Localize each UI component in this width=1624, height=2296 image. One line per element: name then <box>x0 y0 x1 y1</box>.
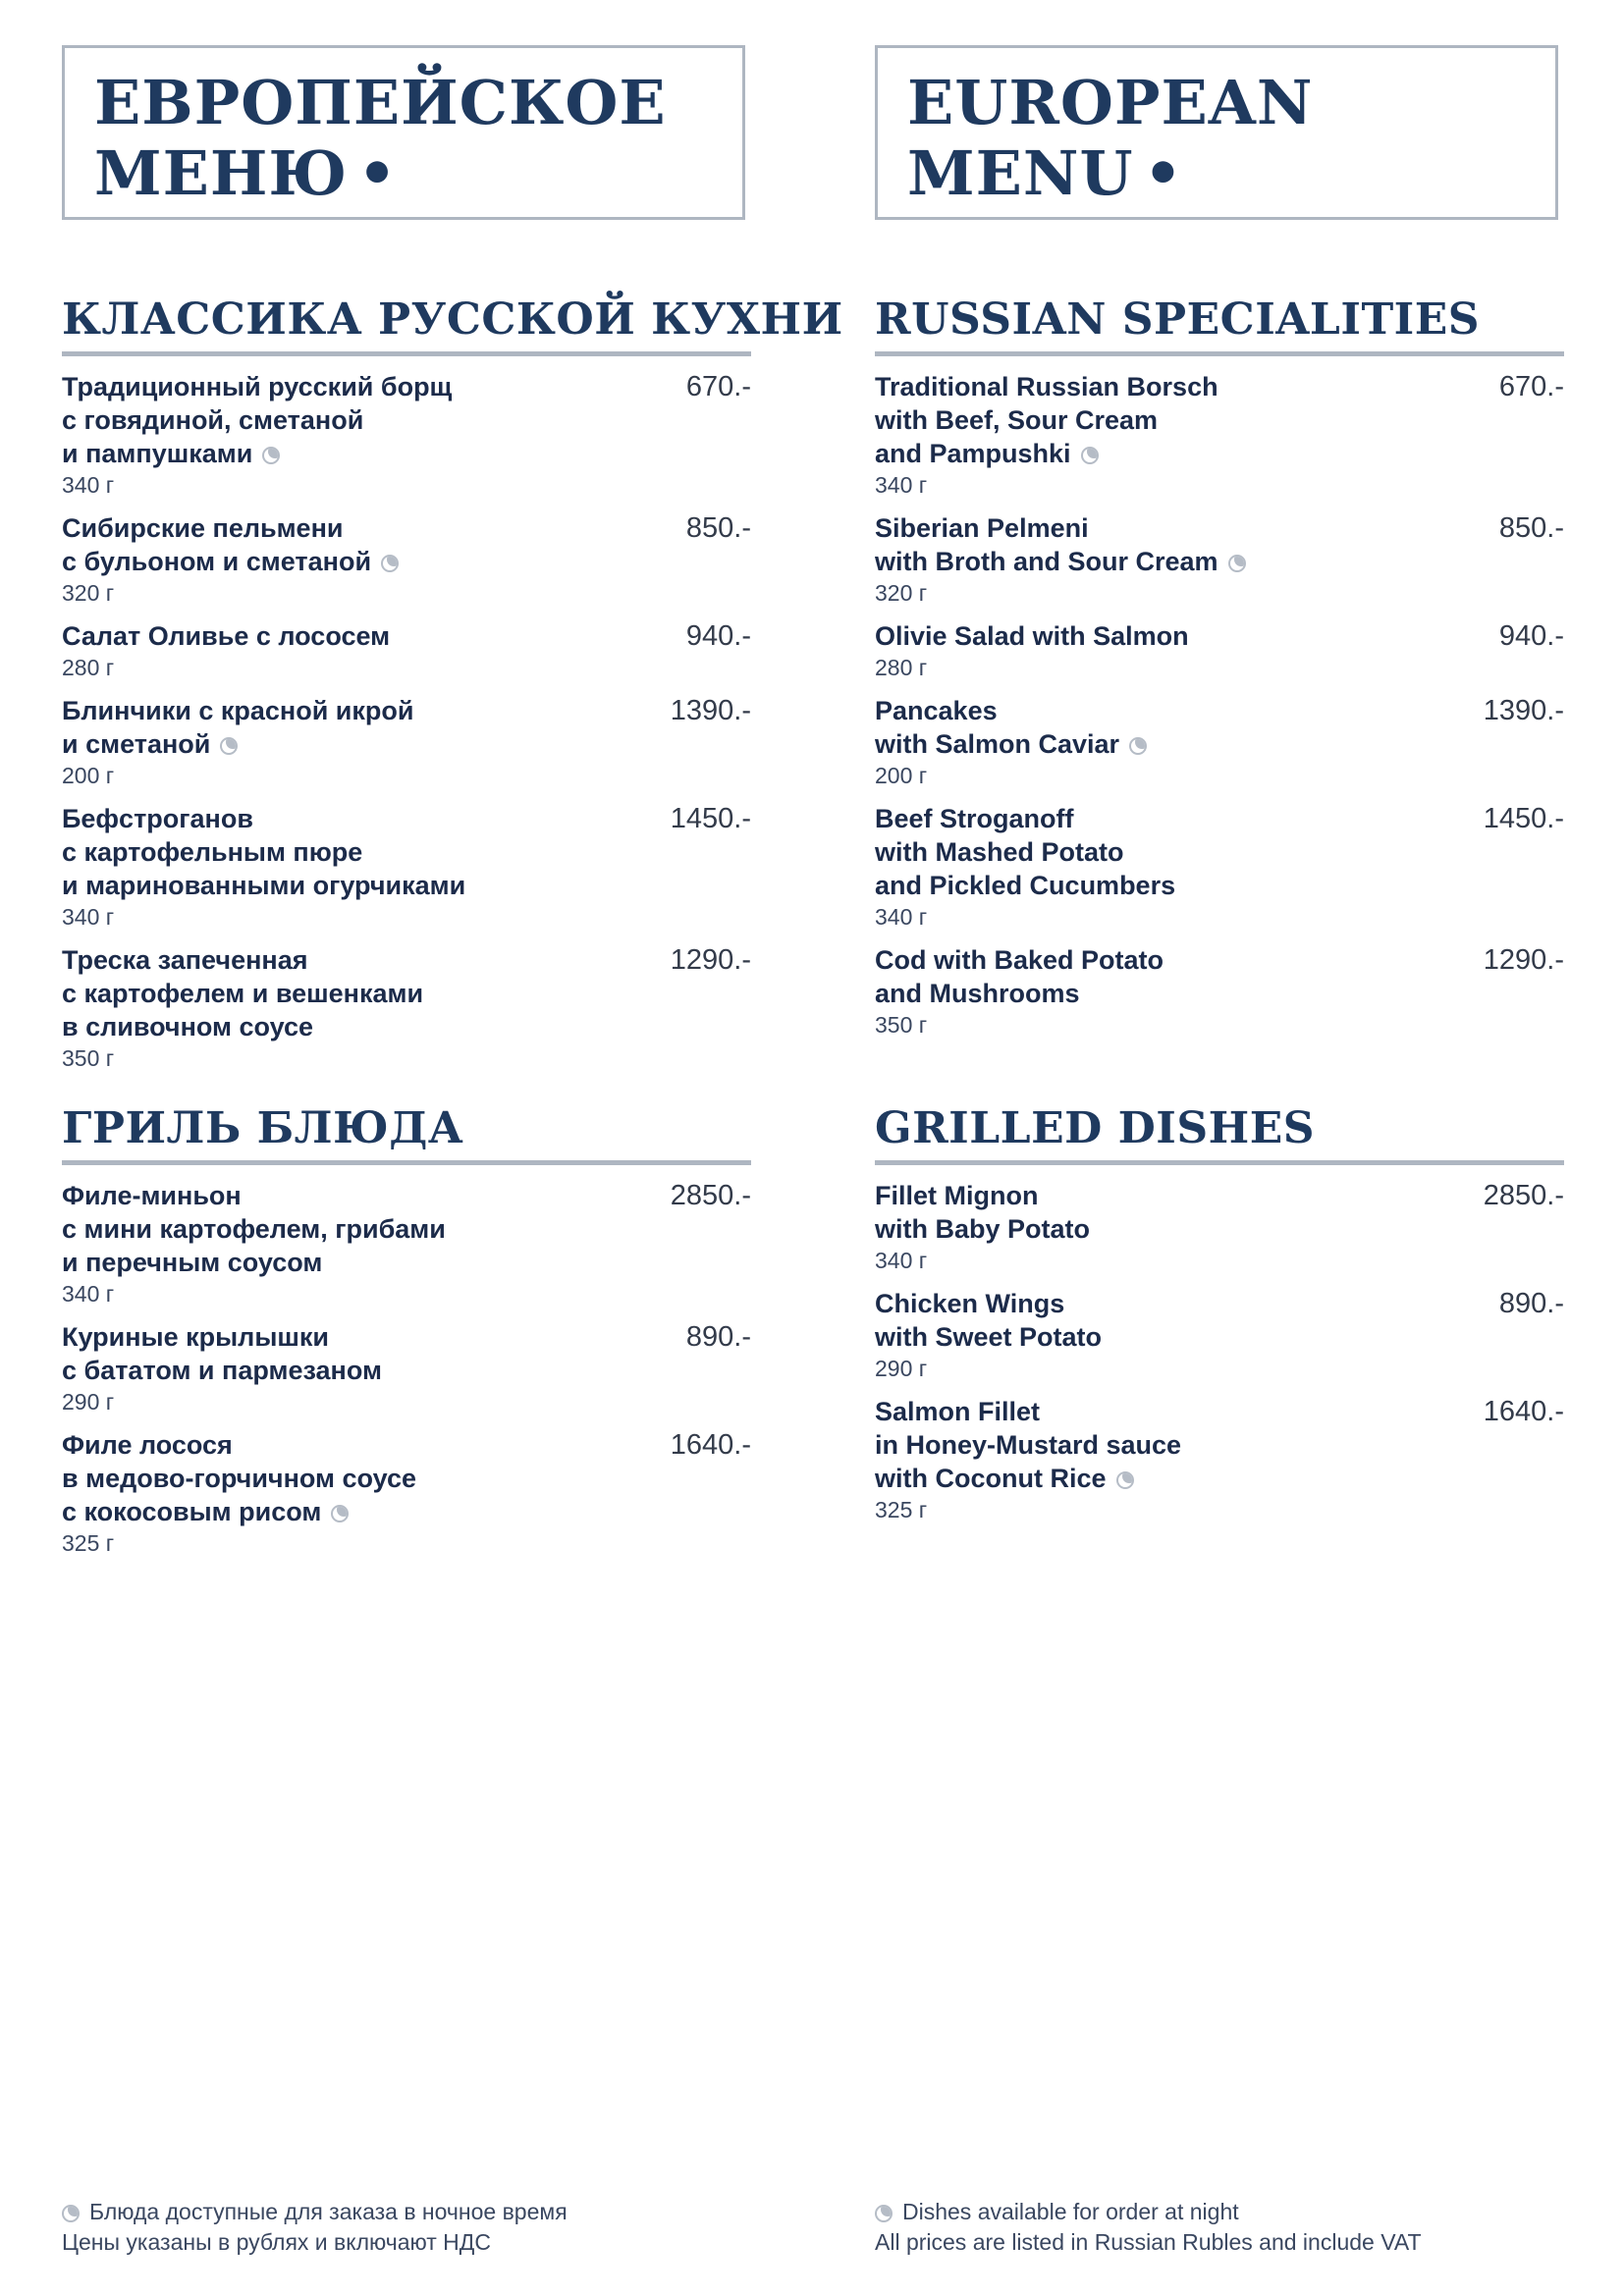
title-bullet: • <box>357 137 398 209</box>
menu-item-name-text: с говядиной, сметаной <box>62 405 364 435</box>
menu-item-name-text: Chicken Wings <box>875 1289 1065 1318</box>
menu-item-name-text: Блинчики с красной икрой <box>62 696 414 725</box>
menu-item-name-text: and Pampushki <box>875 439 1071 468</box>
menu-item-weight: 340 г <box>875 1248 928 1273</box>
menu-item <box>875 802 1564 933</box>
menu-item-price: 1290.- <box>1483 944 1564 976</box>
menu-title-line2: MENU <box>907 137 1134 209</box>
menu-item-price: 850.- <box>1498 512 1564 544</box>
menu-item <box>62 619 751 683</box>
menu-item-price: 670.- <box>685 371 751 402</box>
menu-item-name-text: with Sweet Potato <box>875 1322 1103 1352</box>
menu-item-name-text: Siberian Pelmeni <box>875 513 1089 543</box>
menu-item-price: 1390.- <box>1483 695 1564 726</box>
menu-item-name <box>875 694 1454 761</box>
menu-item-list <box>875 1179 1564 1525</box>
menu-item-price: 2850.- <box>1483 1180 1564 1211</box>
menu-item-name-text: Pancakes <box>875 696 998 725</box>
menu-item-name-text: Cod with Baked Potato <box>875 945 1164 975</box>
menu-item-name-text: with Broth and Sour Cream <box>875 547 1218 576</box>
menu-item-weight: 350 г <box>62 1045 115 1071</box>
footer-night-note: Блюда доступные для заказа в ночное время <box>89 2199 568 2224</box>
menu-item-name-line <box>62 1462 641 1495</box>
menu-item <box>875 619 1564 683</box>
menu-item-name-line <box>875 835 1454 869</box>
menu-item-weight: 320 г <box>875 580 928 606</box>
menu-item-name-line <box>875 370 1454 403</box>
menu-item-name-line <box>62 1495 641 1528</box>
menu-item-name-line <box>875 619 1454 653</box>
menu-item-name-line <box>875 1428 1454 1462</box>
menu-item-price: 1290.- <box>670 944 751 976</box>
moon-icon <box>62 2205 80 2222</box>
menu-item-weight: 290 г <box>875 1356 928 1381</box>
menu-item-name-line <box>875 1212 1454 1246</box>
menu-item-name <box>62 511 641 578</box>
menu-item <box>62 694 751 791</box>
menu-item-weight: 340 г <box>875 904 928 930</box>
menu-item-price: 940.- <box>685 620 751 652</box>
menu-item-name-line <box>62 1212 641 1246</box>
menu-item-name-line <box>62 619 641 653</box>
menu-item-list <box>62 370 751 1074</box>
menu-item-name-line <box>62 370 641 403</box>
menu-item-price: 1450.- <box>1483 803 1564 834</box>
menu-item-price: 1450.- <box>670 803 751 834</box>
menu-item <box>62 1179 751 1309</box>
footer-price-note: All prices are listed in Russian Rubles and include VAT <box>875 2229 1422 2255</box>
menu-item-name-text: with Baby Potato <box>875 1214 1091 1244</box>
title-bullet: • <box>1143 137 1184 209</box>
menu-item <box>62 802 751 933</box>
menu-item-name-line <box>62 1320 641 1354</box>
menu-item-price: 1640.- <box>670 1429 751 1461</box>
menu-item-name-text: с бульоном и сметаной <box>62 547 372 576</box>
menu-item-weight: 200 г <box>62 763 115 788</box>
menu-item <box>62 1428 751 1559</box>
moon-icon <box>1081 447 1099 464</box>
menu-item-name <box>875 370 1454 470</box>
menu-item-name <box>875 1395 1454 1495</box>
menu-item-name-text: и пампушками <box>62 439 253 468</box>
menu-footer <box>62 2197 751 2258</box>
menu-item-name-text: Fillet Mignon <box>875 1181 1039 1210</box>
menu-item-name-line <box>875 1462 1454 1495</box>
moon-icon <box>381 555 399 572</box>
menu-item-name-text: and Mushrooms <box>875 979 1080 1008</box>
section-heading: ГРИЛЬ БЛЮДА <box>62 1103 751 1165</box>
menu-item-weight: 340 г <box>62 904 115 930</box>
section-russian-classics <box>62 294 843 1085</box>
menu-item-name-text: Бефстроганов <box>62 804 253 833</box>
menu-item <box>62 1320 751 1417</box>
menu-item-name-line <box>62 1246 641 1279</box>
menu-item <box>875 1287 1564 1384</box>
menu-item <box>875 694 1564 791</box>
moon-icon <box>331 1505 349 1522</box>
menu-item-name-text: с кокосовым рисом <box>62 1497 322 1526</box>
section-grill-dishes <box>62 1103 751 1570</box>
menu-title-line1: ЕВРОПЕЙСКОЕ <box>94 67 667 138</box>
menu-item-weight: 340 г <box>875 472 928 498</box>
menu-item-weight: 350 г <box>875 1012 928 1038</box>
menu-item <box>62 370 751 501</box>
menu-item-name <box>62 1179 641 1279</box>
menu-item-name-text: с картофельным пюре <box>62 837 363 867</box>
menu-item-weight: 325 г <box>62 1530 115 1556</box>
menu-item <box>875 1179 1564 1276</box>
menu-item-name-line <box>875 869 1454 902</box>
section-russian-specialities <box>875 294 1564 1051</box>
menu-item-name <box>62 370 641 470</box>
menu-item-name-line <box>62 1179 641 1212</box>
menu-item-list <box>62 1179 751 1559</box>
menu-item-list <box>875 370 1564 1041</box>
menu-item <box>875 943 1564 1041</box>
menu-item-name-line <box>62 1010 641 1043</box>
menu-item-name-text: Olivie Salad with Salmon <box>875 621 1189 651</box>
footer-price-note: Цены указаны в рублях и включают НДС <box>62 2229 491 2255</box>
menu-item-name <box>875 1287 1454 1354</box>
menu-item-name <box>875 619 1454 653</box>
menu-item-weight: 320 г <box>62 580 115 606</box>
menu-item-name-line <box>875 977 1454 1010</box>
menu-item-name <box>62 943 641 1043</box>
menu-item-price: 890.- <box>685 1321 751 1353</box>
menu-item <box>875 370 1564 501</box>
moon-icon <box>1228 555 1246 572</box>
moon-icon <box>262 447 280 464</box>
moon-icon <box>220 737 238 755</box>
menu-item-price: 890.- <box>1498 1288 1564 1319</box>
menu-item-name-line <box>875 943 1454 977</box>
menu-item-name-line <box>62 869 641 902</box>
menu-item-name-line <box>875 1179 1454 1212</box>
menu-item-name <box>875 1179 1454 1246</box>
menu-title <box>94 68 667 209</box>
menu-item-name-text: в медово-горчичном соусе <box>62 1464 417 1493</box>
menu-item-name <box>62 1428 641 1528</box>
menu-item-name-text: Сибирские пельмени <box>62 513 344 543</box>
section-heading: GRILLED DISHES <box>875 1103 1564 1165</box>
menu-item-name <box>875 802 1454 902</box>
moon-icon <box>1129 737 1147 755</box>
menu-item-name-line <box>875 802 1454 835</box>
menu-item-name-line <box>62 1428 641 1462</box>
menu-item-name-text: with Salmon Caviar <box>875 729 1120 759</box>
menu-item-name-text: Куриные крылышки <box>62 1322 330 1352</box>
menu-item-weight: 280 г <box>875 655 928 680</box>
menu-item-name-line <box>62 511 641 545</box>
menu-title-line2: МЕНЮ <box>94 137 349 209</box>
menu-item-name-text: Филе-миньон <box>62 1181 242 1210</box>
menu-item-weight: 290 г <box>62 1389 115 1415</box>
menu-item-price: 850.- <box>685 512 751 544</box>
menu-item-name-line <box>875 1287 1454 1320</box>
menu-item-name-line <box>875 403 1454 437</box>
menu-item-name-line <box>875 727 1454 761</box>
menu-item-name <box>62 802 641 902</box>
menu-item-name <box>62 694 641 761</box>
menu-item-name <box>875 943 1454 1010</box>
menu-item-name-text: и маринованными огурчиками <box>62 871 466 900</box>
menu-item-name-text: and Pickled Cucumbers <box>875 871 1176 900</box>
menu-item-name-text: Traditional Russian Borsch <box>875 372 1218 401</box>
menu-item-price: 940.- <box>1498 620 1564 652</box>
menu-item-name-text: with Coconut Rice <box>875 1464 1107 1493</box>
menu-item-name-text: with Beef, Sour Cream <box>875 405 1159 435</box>
menu-item <box>62 943 751 1074</box>
menu-item-name-line <box>62 977 641 1010</box>
menu-item-name-text: in Honey-Mustard sauce <box>875 1430 1182 1460</box>
menu-item <box>875 511 1564 609</box>
menu-item-name-text: Салат Оливье с лососем <box>62 621 391 651</box>
menu-item-name-line <box>62 943 641 977</box>
menu-item-name-line <box>875 1395 1454 1428</box>
menu-item-name-text: с мини картофелем, грибами <box>62 1214 446 1244</box>
footer-night-note: Dishes available for order at night <box>902 2199 1239 2224</box>
menu-item-name-text: и сметаной <box>62 729 211 759</box>
menu-footer <box>875 2197 1564 2258</box>
moon-icon <box>1116 1471 1134 1489</box>
menu-item-name-line <box>62 1354 641 1387</box>
menu-item-name-line <box>875 694 1454 727</box>
menu-item-name-text: with Mashed Potato <box>875 837 1124 867</box>
menu-item-name-line <box>875 511 1454 545</box>
menu-item-price: 1390.- <box>670 695 751 726</box>
menu-title-box <box>62 45 745 220</box>
menu-item-name-text: Филе лосося <box>62 1430 233 1460</box>
moon-icon <box>875 2205 893 2222</box>
menu-item-weight: 200 г <box>875 763 928 788</box>
menu-item-name <box>62 619 641 653</box>
menu-item <box>62 511 751 609</box>
menu-title <box>907 68 1314 209</box>
menu-item-weight: 280 г <box>62 655 115 680</box>
menu-item-name-line <box>875 545 1454 578</box>
menu-item-name-line <box>62 437 641 470</box>
menu-item-name-line <box>875 1320 1454 1354</box>
menu-item-name-text: Традиционный русский борщ <box>62 372 453 401</box>
menu-item-name-text: и перечным соусом <box>62 1248 323 1277</box>
menu-title-box <box>875 45 1558 220</box>
section-heading: RUSSIAN SPECIALITIES <box>875 294 1564 356</box>
menu-item-name-text: в сливочном соусе <box>62 1012 314 1041</box>
menu-title-line1: EUROPEAN <box>907 67 1314 138</box>
menu-item-name-text: Beef Stroganoff <box>875 804 1074 833</box>
menu-item-price: 1640.- <box>1483 1396 1564 1427</box>
menu-item-name-line <box>62 403 641 437</box>
menu-item-weight: 340 г <box>62 472 115 498</box>
menu-item-name-text: с бататом и пармезаном <box>62 1356 382 1385</box>
menu-item-weight: 340 г <box>62 1281 115 1307</box>
menu-item-name-line <box>62 545 641 578</box>
menu-item-price: 2850.- <box>670 1180 751 1211</box>
menu-item-name <box>62 1320 641 1387</box>
menu-item-name-line <box>62 802 641 835</box>
section-grilled-dishes <box>875 1103 1564 1536</box>
menu-item-name <box>875 511 1454 578</box>
menu-item-name-line <box>62 694 641 727</box>
menu-item-weight: 325 г <box>875 1497 928 1522</box>
menu-item-name-line <box>62 727 641 761</box>
menu-item-name-text: Salmon Fillet <box>875 1397 1041 1426</box>
menu-item <box>875 1395 1564 1525</box>
menu-item-price: 670.- <box>1498 371 1564 402</box>
menu-item-name-line <box>875 437 1454 470</box>
section-heading: КЛАССИКА РУССКОЙ КУХНИ <box>62 294 751 356</box>
menu-item-name-line <box>62 835 641 869</box>
menu-item-name-text: Треска запеченная <box>62 945 308 975</box>
menu-item-name-text: с картофелем и вешенками <box>62 979 424 1008</box>
